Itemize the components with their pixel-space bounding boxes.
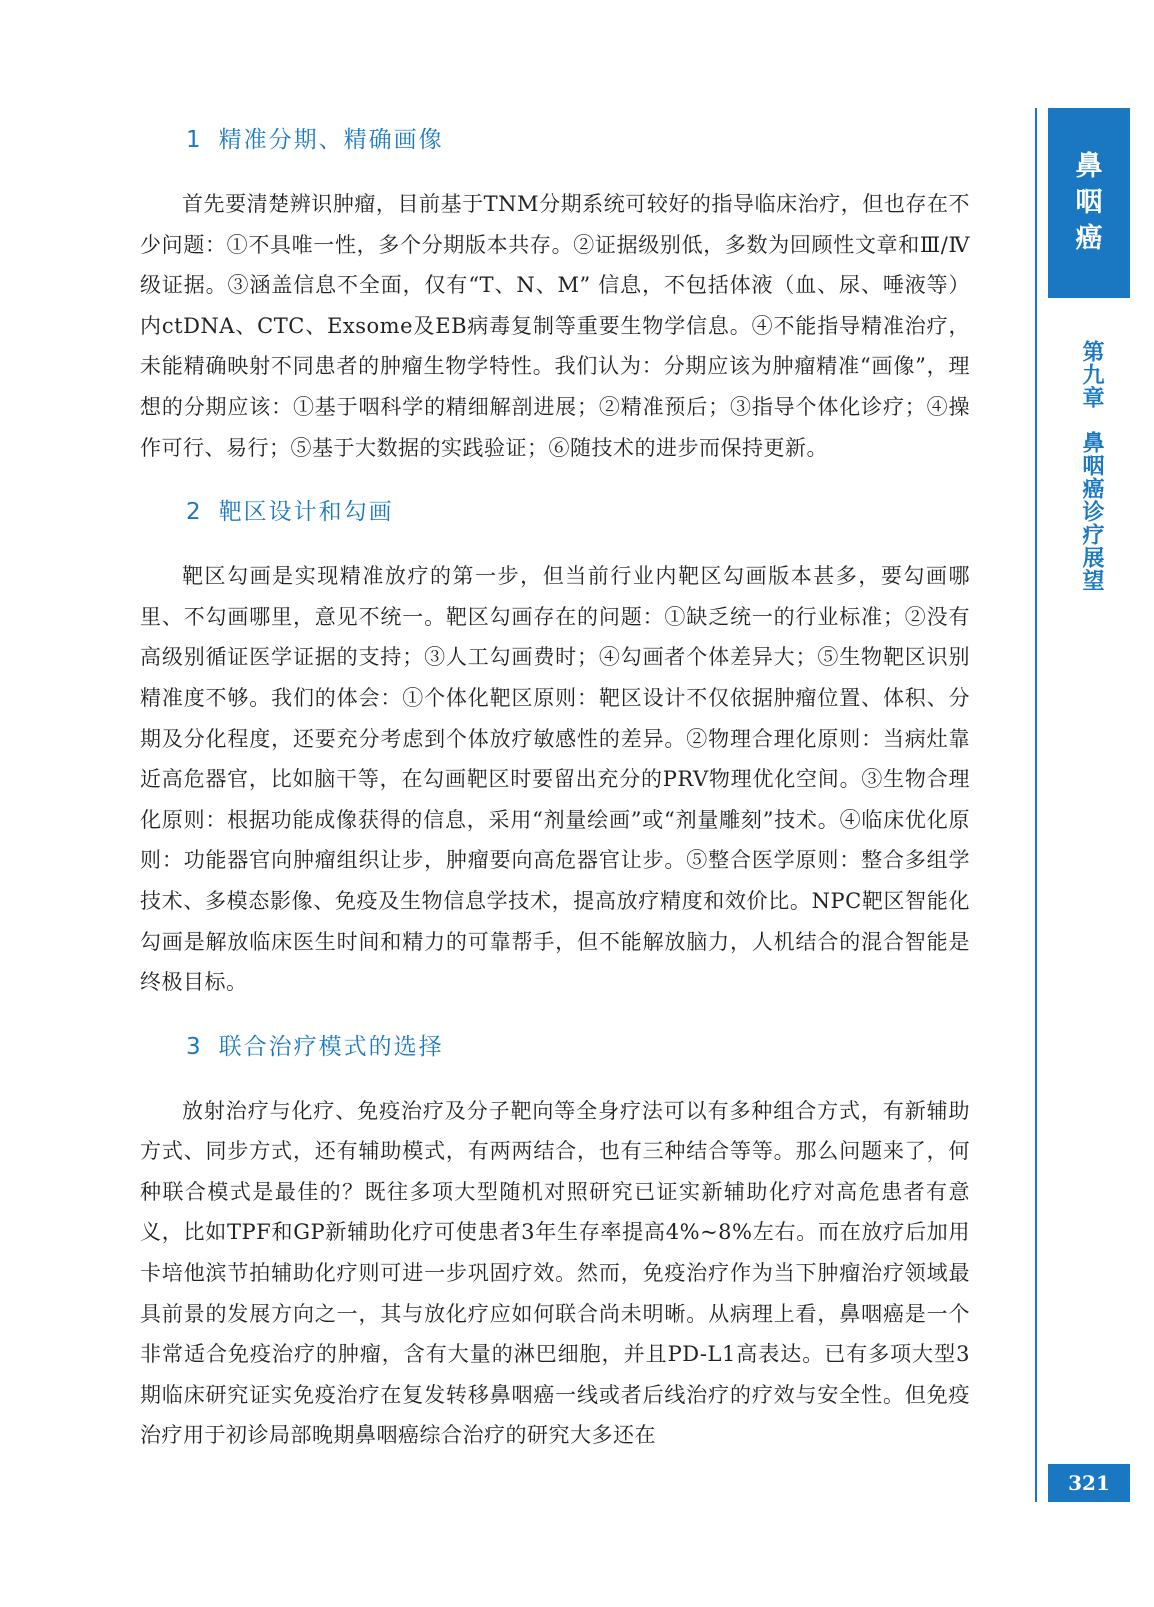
chapter-label: 第九章 bbox=[1079, 340, 1105, 409]
book-section-tab bbox=[1048, 108, 1130, 298]
section-heading-1 bbox=[140, 118, 970, 162]
tab-char: 咽 bbox=[1075, 187, 1103, 218]
section-number: 2 bbox=[186, 499, 201, 526]
tab-char: 癌 bbox=[1075, 223, 1103, 254]
section-title: 靶区设计和勾画 bbox=[218, 499, 394, 526]
side-divider bbox=[1035, 108, 1037, 1502]
section-paragraph-1: 首先要清楚辨识肿瘤，目前基于TNM分期系统可较好的指导临床治疗，但也存在不少问题：①不具唯一性，多个分期版本共存。②证据级别低，多数为回顾性文章和Ⅲ/Ⅳ级证据。③涵盖信息不全面，仅有“T、N、M” 信息，不包括体液（血、尿、唾液等）内ctDNA、CTC、Exsome及EB病毒复制等重要生物学信息。④不能指导精准治疗，未能精确映射不同患者的肿瘤生物学特性。我们认为：分期应该为肿瘤精准“画像”，理想的分期应该：①基于咽科学的精细解剖进展；②精准预后；③指导个体化诊疗；④操作可行、易行；⑤基于大数据的实践验证；⑥随技术的进步而保持更新。 bbox=[140, 192, 970, 460]
section-heading-2 bbox=[140, 490, 970, 534]
section-title: 联合治疗模式的选择 bbox=[218, 1033, 444, 1060]
chapter-title: 鼻咽癌诊疗展望 bbox=[1079, 431, 1105, 592]
section-heading-3 bbox=[140, 1025, 970, 1069]
chapter-running-title bbox=[1075, 340, 1109, 592]
tab-char: 鼻 bbox=[1075, 151, 1103, 182]
section-number: 3 bbox=[186, 1033, 201, 1060]
page-number: 321 bbox=[1048, 1464, 1130, 1502]
section-number: 1 bbox=[186, 127, 201, 153]
page-content bbox=[140, 118, 970, 1456]
section-paragraph-3: 放射治疗与化疗、免疫治疗及分子靶向等全身疗法可以有多种组合方式，有新辅助方式、同步方式，还有辅助模式，有两两结合，也有三种结合等等。那么问题来了，何种联合模式是最佳的？既往多项大型随机对照研究已证实新辅助化疗对高危患者有意义，比如TPF和GP新辅助化疗可使患者3年生存率提高4%~8%左右。而在放疗后加用卡培他滨节拍辅助化疗则可进一步巩固疗效。然而，免疫治疗作为当下肿瘤治疗领域最具前景的发展方向之一，其与放化疗应如何联合尚未明晰。从病理上看，鼻咽癌是一个非常适合免疫治疗的肿瘤，含有大量的淋巴细胞，并且PD-L1高表达。已有多项大型3期临床研究证实免疫治疗在复发转移鼻咽癌一线或者后线治疗的疗效与安全性。但免疫治疗用于初诊局部晚期鼻咽癌综合治疗的研究大多还在 bbox=[140, 1098, 970, 1448]
section-title: 精准分期、精确画像 bbox=[218, 127, 444, 153]
section-paragraph-2: 靶区勾画是实现精准放疗的第一步，但当前行业内靶区勾画版本甚多，要勾画哪里、不勾画哪里，意见不统一。靶区勾画存在的问题：①缺乏统一的行业标准；②没有高级别循证医学证据的支持；③人工勾画费时；④勾画者个体差异大；⑤生物靶区识别精准度不够。我们的体会：①个体化靶区原则：靶区设计不仅依据肿瘤位置、体积、分期及分化程度，还要充分考虑到个体放疗敏感性的差异。②物理合理化原则：当病灶靠近高危器官，比如脑干等，在勾画靶区时要留出充分的PRV物理优化空间。③生物合理化原则：根据功能成像获得的信息，采用“剂量绘画”或“剂量雕刻”技术。④临床优化原则：功能器官向肿瘤组织让步，肿瘤要向高危器官让步。⑤整合医学原则：整合多组学技术、多模态影像、免疫及生物信息学技术，提高放疗精度和效价比。NPC靶区智能化勾画是解放临床医生时间和精力的可靠帮手，但不能解放脑力，人机结合的混合智能是终极目标。 bbox=[140, 564, 970, 995]
